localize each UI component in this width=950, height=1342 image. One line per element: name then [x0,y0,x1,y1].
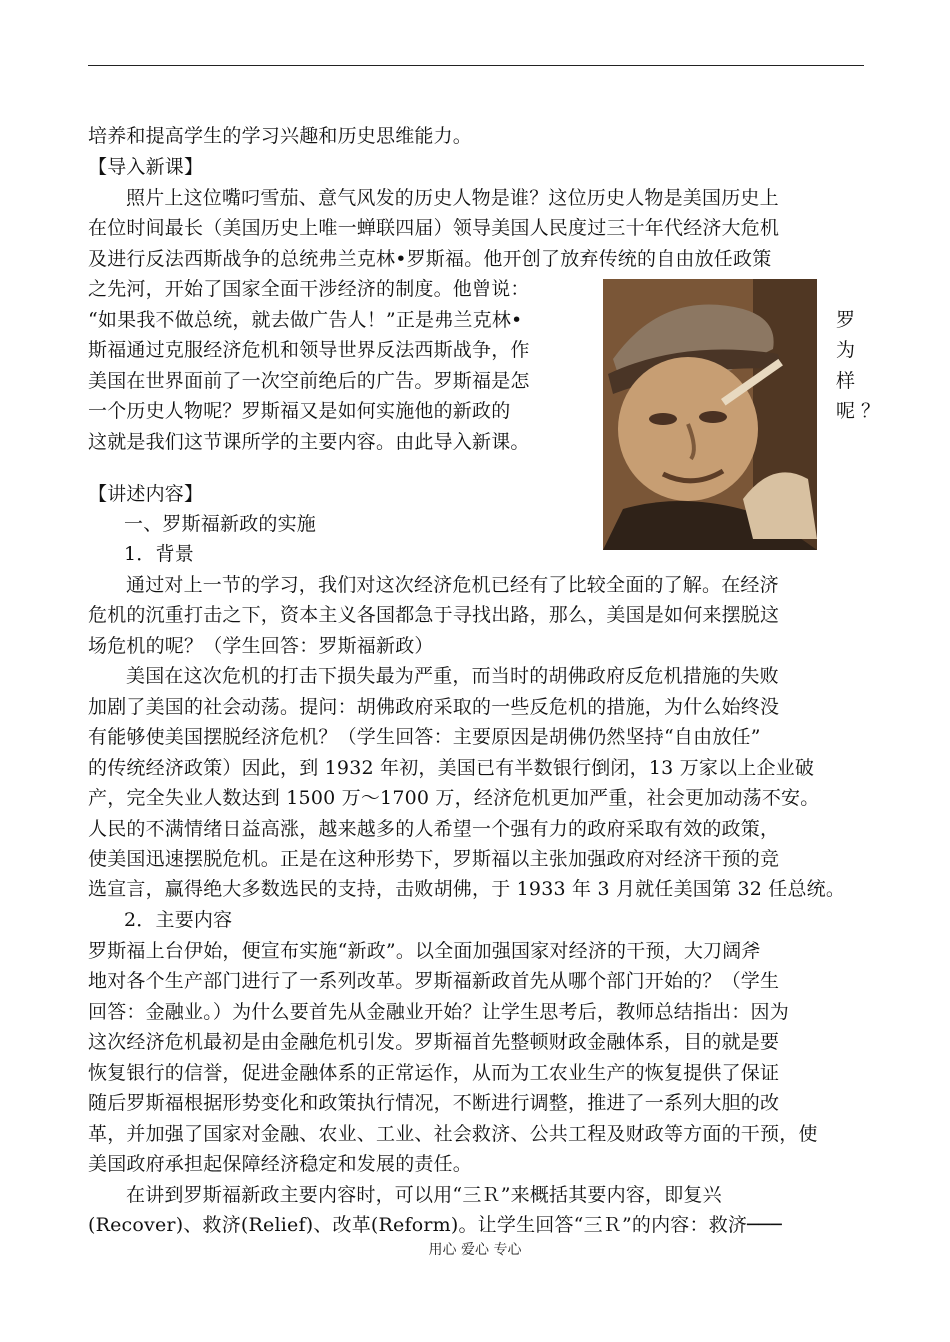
text-line: 培养和提高学生的学习兴趣和历史思维能力。 [88,125,473,147]
text-line: 美国政府承担起保障经济稳定和发展的责任。 [88,1153,473,1175]
header-rule [88,65,864,66]
text-line: (Recover)、救济(Relief)、改革(Reform)。让学生回答“三Ｒ”的内容：救济─── [88,1214,783,1236]
text-line: 及进行反法西斯战争的总统弗兰克林•罗斯福。他开创了放弃传统的自由放任政策 [88,248,772,270]
text-line: 使美国迅速摆脱危机。正是在这种形势下，罗斯福以主张加强政府对经济干预的竞 [88,848,780,870]
text-line: 之先河，开始了国家全面干涉经济的制度。他曾说： [88,278,530,300]
subheading: 1．背景 [124,543,194,565]
text-line: 加剧了美国的社会动荡。提问：胡佛政府采取的一些反危机的措施，为什么始终没 [88,696,780,718]
text-line: 通过对上一节的学习，我们对这次经济危机已经有了比较全面的了解。在经济 [126,574,779,596]
text-line: “如果我不做总统，就去做广告人！”正是弗兰克林• [88,309,523,331]
text-line: 在位时间最长（美国历史上唯一蝉联四届）领导美国人民度过三十年代经济大危机 [88,217,780,239]
text-line: 美国在这次危机的打击下损失最为严重，而当时的胡佛政府反危机措施的失败 [126,665,779,687]
text-line: 斯福通过克服经济危机和领导世界反法西斯战争，作 [88,339,530,361]
text-line: 有能够使美国摆脱经济危机？（学生回答：主要原因是胡佛仍然坚持“自由放任” [88,726,761,748]
text-line: 随后罗斯福根据形势变化和政策执行情况，不断进行调整，推进了一系列大胆的改 [88,1092,780,1114]
text-line: 革，并加强了国家对金融、农业、工业、社会救济、公共工程及财政等方面的干预，使 [88,1123,818,1145]
section-heading: 【讲述内容】 [88,483,204,505]
text-line: 产，完全失业人数达到 1500 万～1700 万，经济危机更加严重，社会更加动荡不安。 [88,787,820,809]
text-line: 恢复银行的信誉，促进金融体系的正常运作，从而为工农业生产的恢复提供了保证 [88,1062,780,1084]
text-line: 选宣言，赢得绝大多数选民的支持，击败胡佛，于 1933 年 3 月就任美国第 32 任总统。 [88,878,846,900]
text-line: 回答：金融业。）为什么要首先从金融业开始？让学生思考后，教师总结指出：因为 [88,1001,789,1023]
section-heading: 【导入新课】 [88,156,204,178]
wrap-fragment: 为 [836,339,856,361]
wrap-fragment: 样 [836,370,856,392]
subheading: 2．主要内容 [124,909,233,931]
text-line: 一个历史人物呢？罗斯福又是如何实施他的新政的 [88,400,511,422]
text-line: 人民的不满情绪日益高涨，越来越多的人希望一个强有力的政府采取有效的政策， [88,818,780,840]
text-line: 的传统经济政策）因此，到 1932 年初，美国已有半数银行倒闭，13 万家以上企业破 [88,757,815,779]
portrait-drawing [603,279,817,550]
text-line: 场危机的呢？（学生回答：罗斯福新政） [88,635,434,657]
text-line: 照片上这位嘴叼雪茄、意气风发的历史人物是谁？这位历史人物是美国历史上 [126,187,779,209]
text-line: 地对各个生产部门进行了一系列改革。罗斯福新政首先从哪个部门开始的？（学生 [88,970,780,992]
text-line: 美国在世界面前了一次空前绝后的广告。罗斯福是怎 [88,370,530,392]
text-line: 这就是我们这节课所学的主要内容。由此导入新课。 [88,431,530,453]
text-line: 这次经济危机最初是由金融危机引发。罗斯福首先整顿财政金融体系，目的就是要 [88,1031,780,1053]
text-line: 危机的沉重打击之下，资本主义各国都急于寻找出路，那么，美国是如何来摆脱这 [88,604,780,626]
text-line: 罗斯福上台伊始，便宣布实施“新政”。以全面加强国家对经济的干预，大刀阔斧 [88,940,761,962]
subheading: 一、罗斯福新政的实施 [124,513,317,535]
page-footer: 用心 爱心 专心 [428,1242,522,1258]
roosevelt-photo [603,279,817,550]
wrap-fragment: 罗 [836,309,856,331]
wrap-fragment: 呢 ？ [836,400,881,422]
text-line: 在讲到罗斯福新政主要内容时，可以用“三Ｒ”来概括其要内容，即复兴 [126,1184,722,1206]
